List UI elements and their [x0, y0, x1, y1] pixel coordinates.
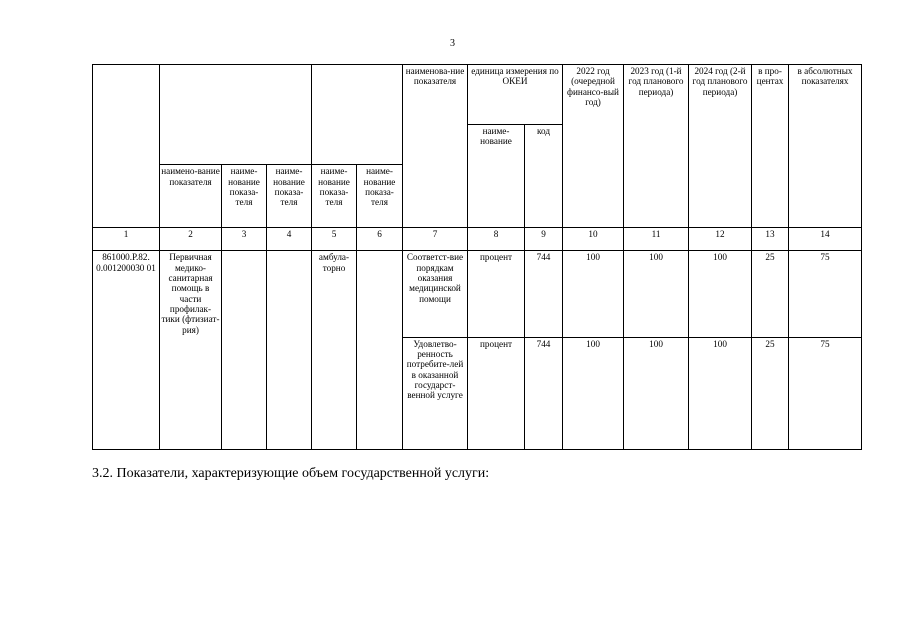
value-2023: 100	[624, 337, 689, 449]
deviation-percent: 25	[752, 337, 789, 449]
indicator-name: Удовлетво-ренность потребите-лей в оказанной государст-венной услуге	[403, 337, 468, 449]
header-year-2024: 2024 год (2-й год планового периода)	[689, 65, 752, 228]
header-empty-5-6	[312, 65, 403, 165]
header-unit-code: код	[525, 125, 563, 228]
column-number: 11	[624, 228, 689, 251]
value-2022: 100	[563, 251, 624, 337]
column-number: 7	[403, 228, 468, 251]
header-empty-1	[93, 65, 160, 228]
column-numbers-row	[93, 228, 862, 251]
column-number: 2	[160, 228, 222, 251]
column-number: 13	[752, 228, 789, 251]
header-sub-name-3: наиме-нование показа-теля	[222, 165, 267, 228]
column-number: 14	[789, 228, 862, 251]
value-2024: 100	[689, 337, 752, 449]
service-name: Первичная медико-санитарная помощь в части профилак-тики (фтизиат-рия)	[160, 251, 222, 450]
unit-code: 744	[525, 251, 563, 337]
header-unit-group: единица измерения по ОКЕИ	[468, 65, 563, 125]
unit-name: процент	[468, 251, 525, 337]
column-number: 6	[357, 228, 403, 251]
deviation-absolute: 75	[789, 337, 862, 449]
header-unit-name: наиме-нование	[468, 125, 525, 228]
header-sub-name-6: наиме-нование показа-теля	[357, 165, 403, 228]
registry-code: 861000.Р.82. 0.001200030 01	[93, 251, 160, 450]
header-year-2023: 2023 год (1-й год планового периода)	[624, 65, 689, 228]
header-percent: в про-центах	[752, 65, 789, 228]
header-year-2022: 2022 год (очередной финансо-вый год)	[563, 65, 624, 228]
quality-indicators-table	[92, 64, 862, 450]
indicator-name: Соответст-вие порядкам оказания медицинской помощи	[403, 251, 468, 337]
deviation-absolute: 75	[789, 251, 862, 337]
header-indicator-name: наименова-ние показателя	[403, 65, 468, 228]
empty-cell-4	[267, 251, 312, 450]
column-number: 10	[563, 228, 624, 251]
section-title: 3.2. Показатели, характеризующие объем государственной услуги:	[92, 466, 490, 481]
column-number: 4	[267, 228, 312, 251]
value-2022: 100	[563, 337, 624, 449]
column-number: 5	[312, 228, 357, 251]
value-2024: 100	[689, 251, 752, 337]
header-absolute: в абсолютных показателях	[789, 65, 862, 228]
service-condition: амбула-торно	[312, 251, 357, 450]
page-number: 3	[450, 38, 455, 49]
unit-code: 744	[525, 337, 563, 449]
column-number: 1	[93, 228, 160, 251]
deviation-percent: 25	[752, 251, 789, 337]
header-sub-name-2: наимено-вание показателя	[160, 165, 222, 228]
header-empty-2-4	[160, 65, 312, 165]
empty-cell-3	[222, 251, 267, 450]
header-sub-name-5: наиме-нование показа-теля	[312, 165, 357, 228]
value-2023: 100	[624, 251, 689, 337]
unit-name: процент	[468, 337, 525, 449]
table-row	[93, 251, 862, 337]
column-number: 12	[689, 228, 752, 251]
empty-cell-6	[357, 251, 403, 450]
column-number: 3	[222, 228, 267, 251]
column-number: 9	[525, 228, 563, 251]
header-sub-name-4: наиме-нование показа-теля	[267, 165, 312, 228]
column-number: 8	[468, 228, 525, 251]
